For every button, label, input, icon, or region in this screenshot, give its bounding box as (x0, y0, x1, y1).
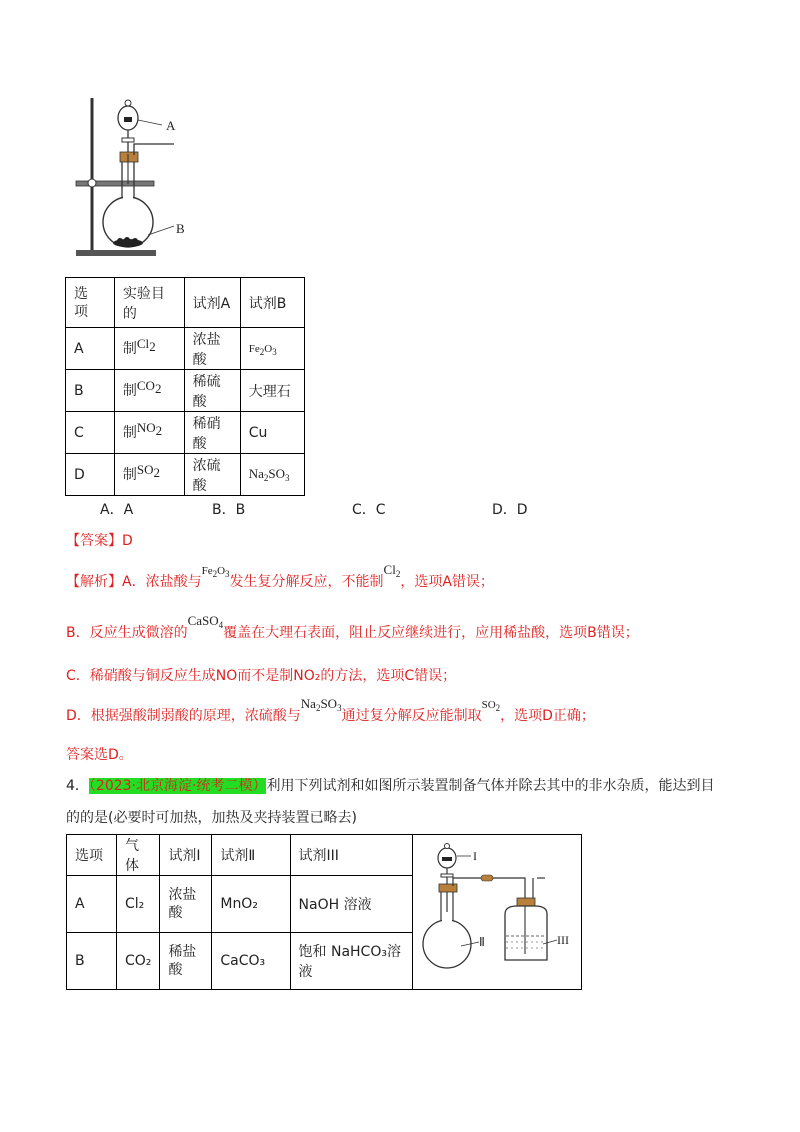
row-reagent-a: 浓硫酸 (184, 454, 240, 496)
choice-a[interactable]: A．A (100, 502, 134, 518)
table-row (66, 370, 305, 412)
header-gas: 气体 (117, 835, 160, 876)
row-option: A (67, 876, 117, 933)
row-reagent-a: 稀硝酸 (184, 412, 240, 454)
header-option: 选 项 (66, 278, 115, 328)
reagent-table-1 (65, 277, 305, 496)
header-reagent-2: 试剂Ⅱ (212, 835, 290, 876)
table-header-row (67, 835, 582, 876)
question-4-line-2: 的的是(必要时可加热，加热及夹持装置已略去) (66, 810, 357, 826)
fig2-label-ii: Ⅱ (478, 935, 485, 949)
row-reagent-b: Cu (240, 412, 304, 454)
answer-line (66, 530, 133, 550)
header-reagent-1: 试剂Ⅰ (160, 835, 212, 876)
row-reagent-b: 大理石 (240, 370, 304, 412)
apparatus-figure-1 (70, 92, 200, 260)
apparatus-figure-2-cell (412, 835, 581, 990)
row-reagent-2: CaCO₃ (212, 933, 290, 990)
apparatus-label-a: A (166, 118, 176, 133)
analysis-conclusion: 答案选D。 (66, 747, 133, 763)
row-reagent-1: 浓盐 酸 (160, 876, 212, 933)
table-header-row (66, 278, 305, 328)
row-gas: CO₂ (117, 933, 160, 990)
reagent-table-2 (66, 834, 582, 990)
row-reagent-3: NaOH 溶液 (290, 876, 412, 933)
row-option: C (66, 412, 115, 454)
answer-value: D (122, 533, 133, 549)
row-purpose: 制$CO_2$ (114, 370, 184, 412)
row-reagent-b: $Na_2SO_3$ (240, 454, 304, 496)
row-reagent-1: 稀盐 酸 (160, 933, 212, 990)
choice-d[interactable]: D．D (492, 502, 528, 518)
row-reagent-2: MnO₂ (212, 876, 290, 933)
fig2-label-i: I (472, 849, 477, 863)
row-purpose: 制$Cl_2$ (114, 328, 184, 370)
question-4-line-1: 4．（2023·北京海淀·统考二模）利用下列试剂和如图所示装置制备气体并除去其中的非水杂质，能达到目 (66, 778, 715, 794)
row-option: A (66, 328, 115, 370)
fig2-label-iii: III (556, 933, 569, 947)
row-option: B (66, 370, 115, 412)
row-reagent-b: $Fe_2O_3$ (240, 328, 304, 370)
header-option: 选项 (67, 835, 117, 876)
header-reagent-b: 试剂B (240, 278, 304, 328)
header-reagent-3: 试剂III (290, 835, 412, 876)
row-purpose: 制$SO_2$ (114, 454, 184, 496)
row-purpose: 制$NO_2$ (114, 412, 184, 454)
table-row (66, 328, 305, 370)
header-purpose: 实验目的 (114, 278, 184, 328)
row-reagent-a: 浓盐酸 (184, 328, 240, 370)
apparatus-label-b: B (176, 221, 185, 236)
row-option: D (66, 454, 115, 496)
choice-c[interactable]: C．C (352, 502, 386, 518)
apparatus-figure-2 (413, 838, 581, 986)
question-number: 4． (66, 778, 89, 794)
analysis-line-4: D．根据强酸制弱酸的原理，浓硫酸与$Na_2SO_3$通过复分解反应能制取$^{SO_2}$，选项D正确； (66, 696, 595, 724)
row-gas: Cl₂ (117, 876, 160, 933)
row-option: B (67, 933, 117, 990)
answer-label: 【答案】 (66, 533, 122, 549)
header-reagent-a: 试剂A (184, 278, 240, 328)
choice-b[interactable]: B．B (212, 502, 246, 518)
row-reagent-3: 饱和 NaHCO₃溶液 (290, 933, 412, 990)
analysis-line-1: 【解析】A．浓盐酸与$^{Fe_2O_3}$发生复分解反应，不能制$Cl_2$，选项A错误； (66, 562, 494, 590)
analysis-label: 【解析】 (66, 574, 122, 590)
question-source-tag: （2023·北京海淀·统考二模） (88, 778, 267, 794)
analysis-line-3: C．稀硝酸与铜反应生成NO而不是制NO₂的方法，选项C错误； (66, 668, 457, 684)
table-row (66, 412, 305, 454)
row-reagent-a: 稀硫酸 (184, 370, 240, 412)
analysis-line-2: B．反应生成微溶的CaSO$_4$覆盖在大理石表面，阻止反应继续进行，应用稀盐酸，选项B错误； (66, 613, 639, 641)
table-row (66, 454, 305, 496)
